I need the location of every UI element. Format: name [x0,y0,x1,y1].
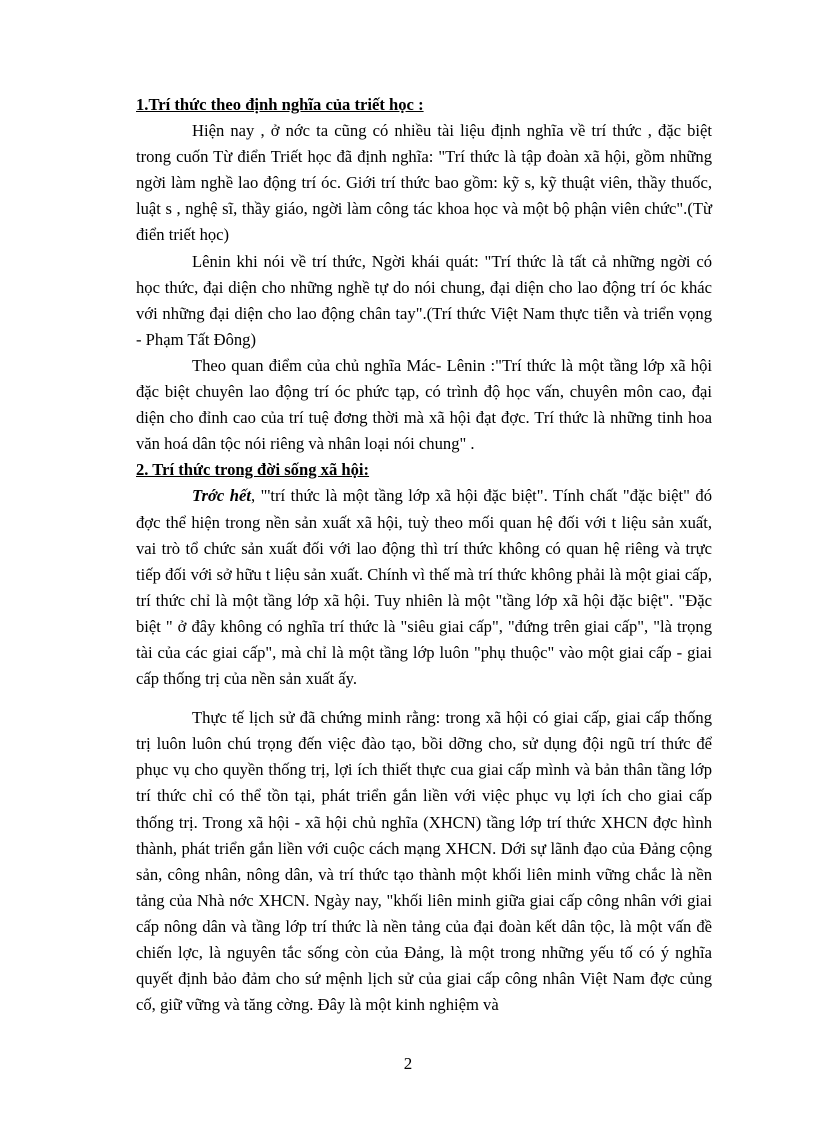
section-1-paragraph: Lênin khi nói về trí thức, Ngời khái quát: "Trí thức là tất cả những ngời có học thức, đại diện cho những nghề tự do nói chung, đại diện cho lao động trí óc khác với những đại diện cho lao động chân tay".(Trí thức Việt Nam thực tiễn và triển vọng - Phạm Tất Đông) [136,251,712,349]
section-2-paragraph [136,483,712,692]
section-1-heading: 1.Trí thức theo định nghĩa của triết học : [136,95,424,114]
section-2-paragraph: Thực tế lịch sử đã chứng minh rằng: trong xã hội có giai cấp, giai cấp thống trị luôn luôn chú trọng đến việc đào tạo, bồi dỡng cho, sử dụng đội ngũ trí thức để phục vụ cho quyền thống trị, lợi ích thiết thực cua giai cấp mình và bản thân tầng lớp trí thức chỉ có thể tồn tại, phát triển gắn liền với việc phục vụ lợi ích cho giai cấp thống trị. Trong xã hội - xã hội chủ nghĩa (XHCN) tầng lớp trí thức XHCN đợc hình thành, phát triển gắn liền với cuộc cách mạng XHCN. Dới sự lãnh đạo của Đảng cộng sản, công nhân, nông dân, và trí thức tạo thành một khối liên minh vững chắc là nền tảng của Nhà nớc XHCN. Ngày nay, "khối liên minh giữa giai cấp công nhân với giai cấp nông dân và tầng lớp trí thức là nền tảng của đại đoàn kết dân tộc, là một vấn đề chiến lợc, là nguyên tắc sống còn của Đảng, là một trong những yếu tố có ý nghĩa quyết định bảo đảm cho sứ mệnh lịch sử của giai cấp công nhân Việt Nam đợc củng cố, giữ vững và tăng cờng. Đây là một kinh nghiệm và [136,708,712,1015]
paragraph-text: , "'trí thức là một tầng lớp xã hội đặc biệt". Tính chất "đặc biệt" đó đợc thể hiện trong nền sản xuất xã hội, tuỳ theo mối quan hệ đối với t liệu sản xuất, vai trò tổ chức sản xuất đối với lao động thì trí thức không có quan hệ riêng và trực tiếp đối với sở hữu t liệu sản xuất. Chính vì thế mà trí thức không phải là một giai cấp, trí thức chỉ là một tầng lớp xã hội. Tuy nhiên là một "tầng lớp xã hội đặc biệt". "Đặc biệt " ở đây không có nghĩa trí thức là "siêu giai cấp", "đứng trên giai cấp", "là trọng tài của các giai cấp", mà chỉ là một tầng lớp luôn "phụ thuộc" vào một giai cấp - giai cấp thống trị của nền sản xuất ấy. [136,486,712,689]
document-page [136,92,712,1018]
section-1-paragraph: Hiện nay , ở nớc ta cũng có nhiều tài liệu định nghĩa về trí thức , đặc biệt trong cuốn Từ điển Triết học đã định nghĩa: "Trí thức là tập đoàn xã hội, gồm những ngời làm nghề lao động trí óc. Giới trí thức bao gồm: kỹ s, kỹ thuật viên, thầy thuốc, luật s , nghệ sĩ, thầy giáo, ngời làm công tác khoa học và một bộ phận viên chức".(Từ điển triết học) [136,121,712,245]
page-number: 2 [403,1054,413,1073]
lead-phrase: Trớc hết [192,486,251,506]
section-2-heading: 2. Trí thức trong đời sống xã hội: [136,460,370,480]
section-1-paragraph: Theo quan điểm của chủ nghĩa Mác- Lênin :"Trí thức là một tầng lớp xã hội đặc biệt chuyên lao động trí óc phức tạp, có trình độ học vấn, chuyên môn cao, đại diện cho đỉnh cao của trí tuệ đơng thời mà xã hội đạt đợc. Trí thức là những tinh hoa văn hoá dân tộc nói riêng và nhân loại nói chung" . [136,355,712,454]
